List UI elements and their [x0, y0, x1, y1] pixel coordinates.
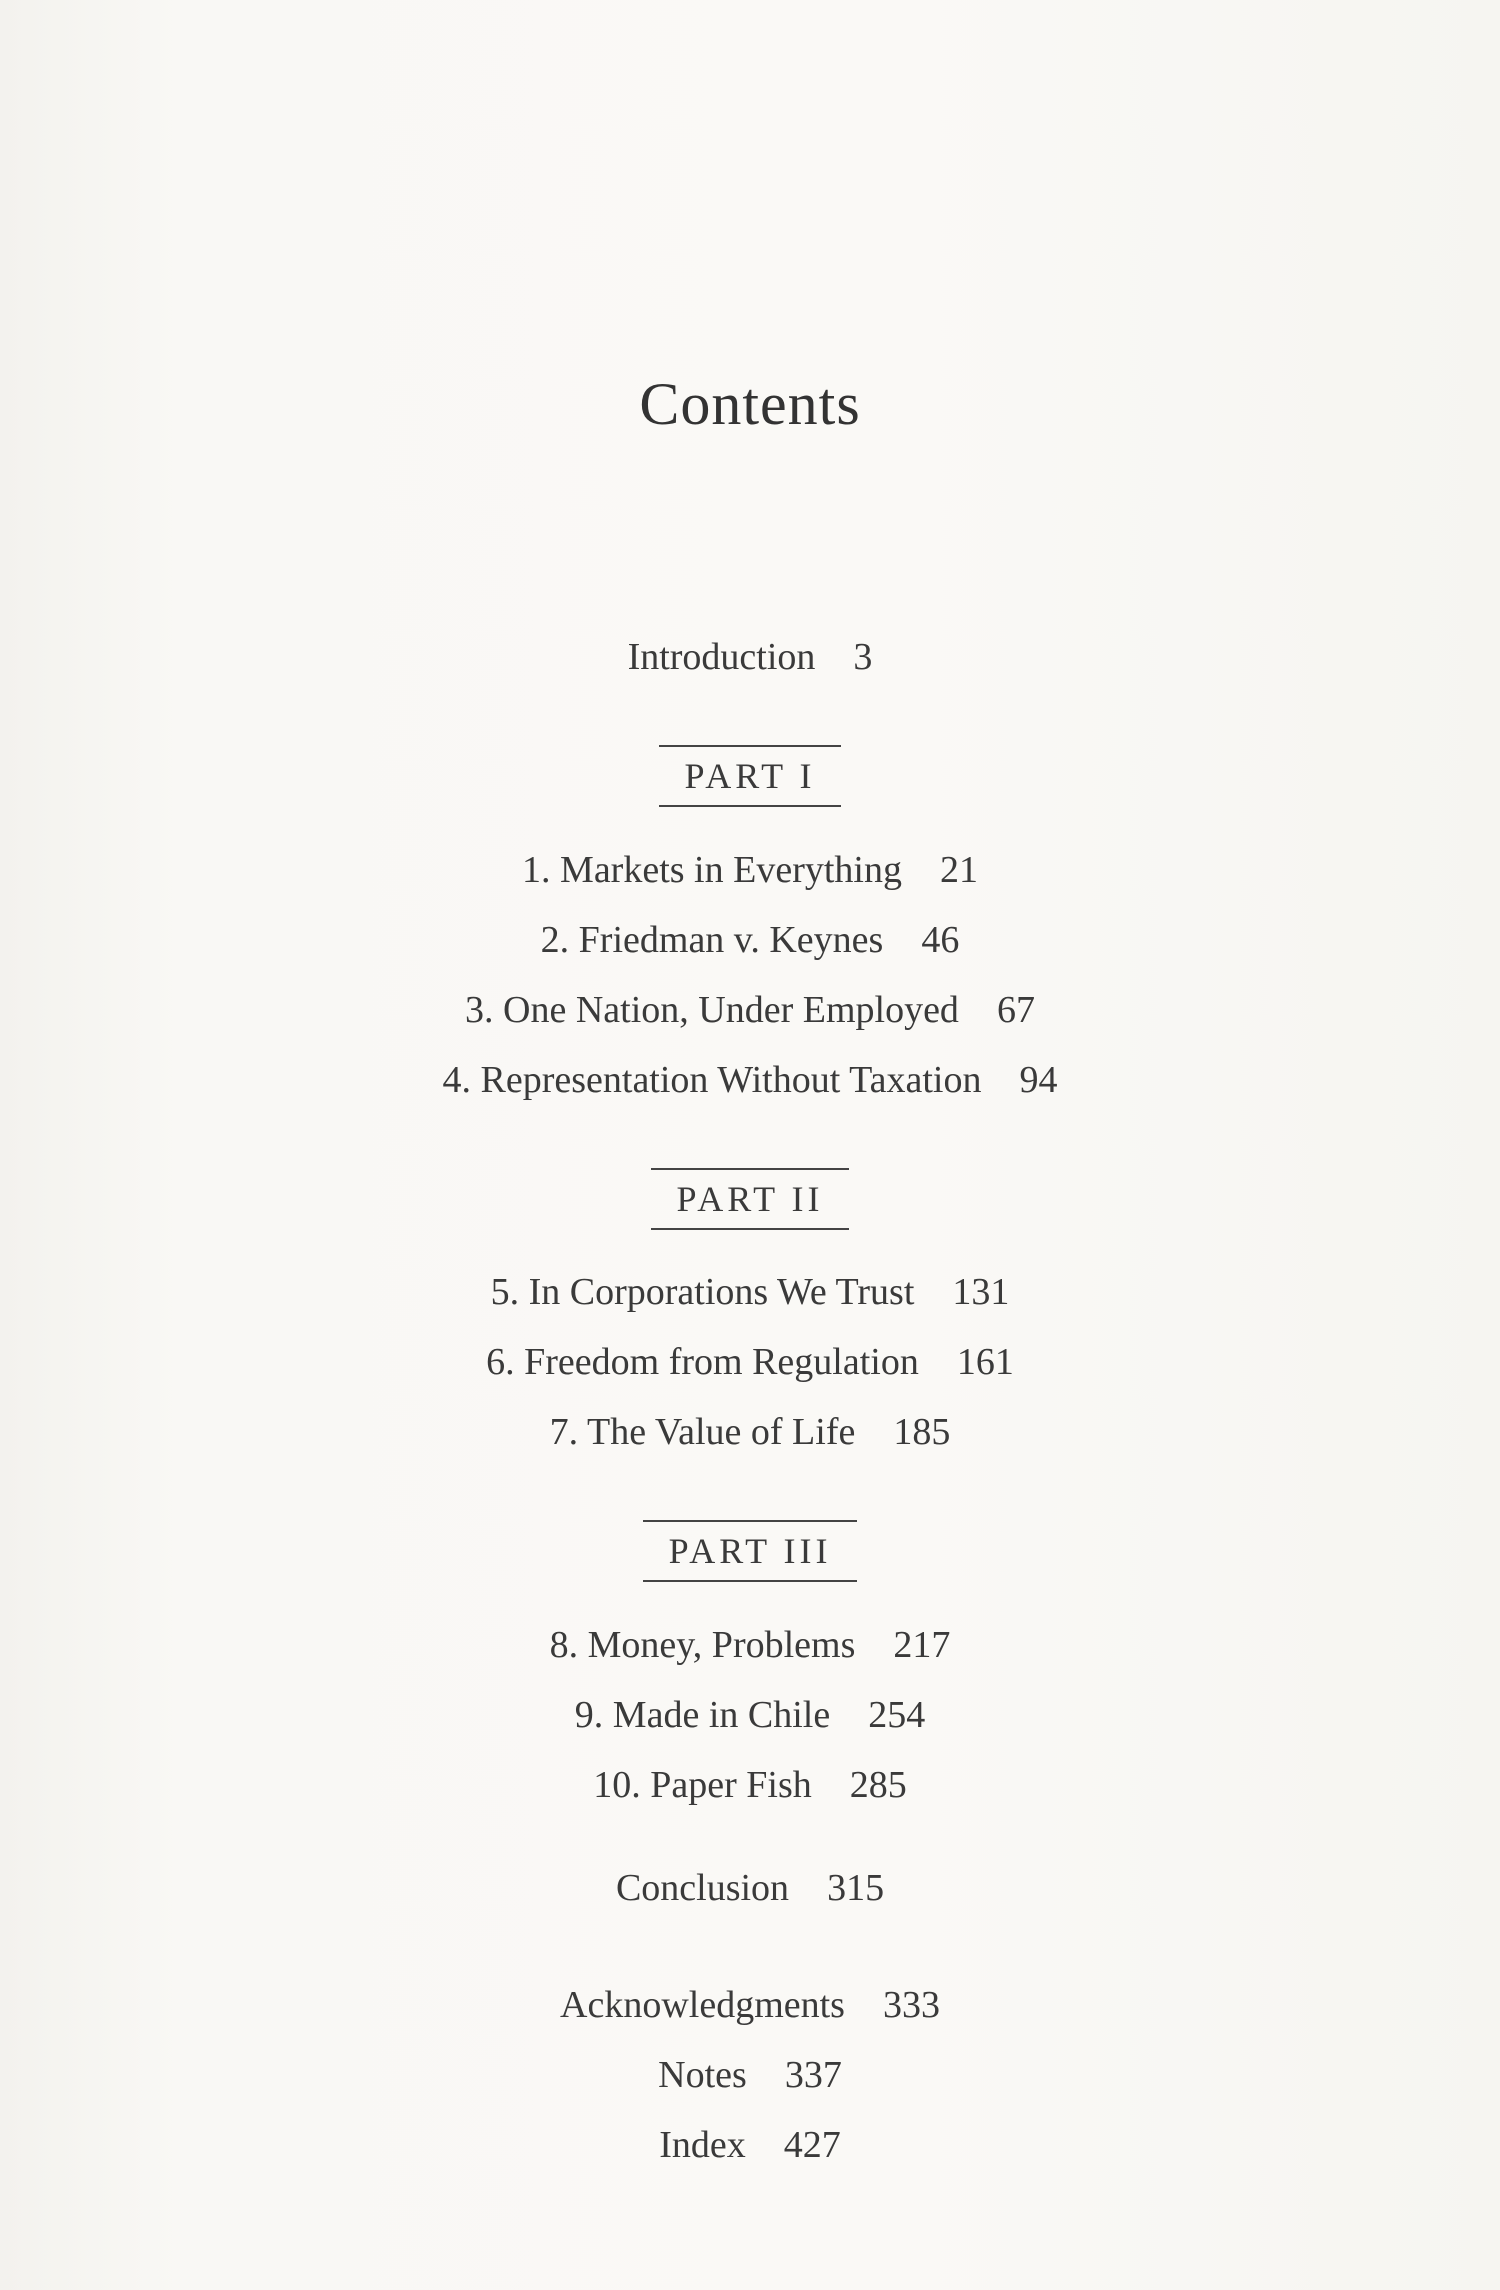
chapter-page: 254: [868, 1694, 926, 1736]
entry-page: 3: [853, 636, 873, 678]
chapter-title: Friedman v. Keynes: [578, 919, 884, 961]
chapter-title: Representation Without Taxation: [480, 1059, 982, 1101]
chapter-page: 46: [921, 919, 960, 961]
chapter-number: 5.: [490, 1271, 520, 1313]
toc-entry-introduction[interactable]: [0, 632, 1500, 682]
toc-entry-chapter-2[interactable]: [0, 915, 1500, 965]
chapter-page: 131: [952, 1271, 1010, 1313]
chapter-title: One Nation, Under Employed: [503, 989, 959, 1031]
chapter-title: In Corporations We Trust: [528, 1271, 915, 1313]
toc-entry-chapter-6[interactable]: [0, 1337, 1500, 1387]
toc-entry-chapter-10[interactable]: [0, 1760, 1500, 1810]
chapter-page: 185: [893, 1411, 951, 1453]
chapter-number: 10.: [593, 1764, 641, 1806]
chapter-number: 1.: [522, 849, 551, 891]
toc-entry-chapter-3[interactable]: [0, 985, 1500, 1035]
toc-entry-index[interactable]: [0, 2120, 1500, 2170]
chapter-number: 3.: [465, 989, 494, 1031]
part-heading-3: [0, 1520, 1500, 1582]
entry-title: Notes: [658, 2054, 747, 2096]
toc-entry-chapter-8[interactable]: [0, 1620, 1500, 1670]
toc-entry-chapter-7[interactable]: [0, 1407, 1500, 1457]
chapter-number: 2.: [540, 919, 570, 961]
chapter-title: Made in Chile: [612, 1694, 831, 1736]
entry-page: 333: [882, 1984, 940, 2026]
entry-title: Conclusion: [615, 1867, 790, 1909]
chapter-title: Money, Problems: [587, 1624, 856, 1666]
part-label: PART II: [651, 1168, 850, 1230]
chapter-page: 67: [996, 989, 1035, 1031]
chapter-page: 21: [939, 849, 978, 891]
part-heading-2: [0, 1168, 1500, 1230]
toc-entry-acknowledgments[interactable]: [0, 1980, 1500, 2030]
entry-page: 315: [827, 1867, 885, 1909]
entry-page: 337: [784, 2054, 842, 2096]
toc-entry-conclusion[interactable]: [0, 1863, 1500, 1913]
chapter-number: 8.: [549, 1624, 579, 1666]
chapter-title: Paper Fish: [650, 1764, 812, 1806]
chapter-number: 7.: [549, 1411, 579, 1453]
chapter-number: 9.: [574, 1694, 604, 1736]
part-label: PART III: [643, 1520, 858, 1582]
page-title: Contents: [639, 371, 861, 437]
chapter-title: Freedom from Regulation: [524, 1341, 919, 1383]
chapter-number: 6.: [486, 1341, 515, 1383]
toc-entry-chapter-4[interactable]: [0, 1055, 1500, 1105]
entry-title: Index: [659, 2124, 746, 2166]
entry-page: 427: [783, 2124, 841, 2166]
toc-entry-notes[interactable]: [0, 2050, 1500, 2100]
chapter-page: 161: [956, 1341, 1014, 1383]
chapter-number: 4.: [442, 1059, 471, 1101]
entry-title: Acknowledgments: [560, 1984, 845, 2026]
entry-title: Introduction: [627, 636, 816, 678]
toc-entry-chapter-5[interactable]: [0, 1267, 1500, 1317]
chapter-page: 285: [849, 1764, 907, 1806]
chapter-page: 94: [1019, 1059, 1058, 1101]
toc-entry-chapter-1[interactable]: [0, 845, 1500, 895]
part-label: PART I: [659, 745, 842, 807]
chapter-title: Markets in Everything: [560, 849, 902, 891]
chapter-title: The Value of Life: [586, 1411, 856, 1453]
toc-entry-chapter-9[interactable]: [0, 1690, 1500, 1740]
chapter-page: 217: [893, 1624, 951, 1666]
part-heading-1: [0, 745, 1500, 807]
